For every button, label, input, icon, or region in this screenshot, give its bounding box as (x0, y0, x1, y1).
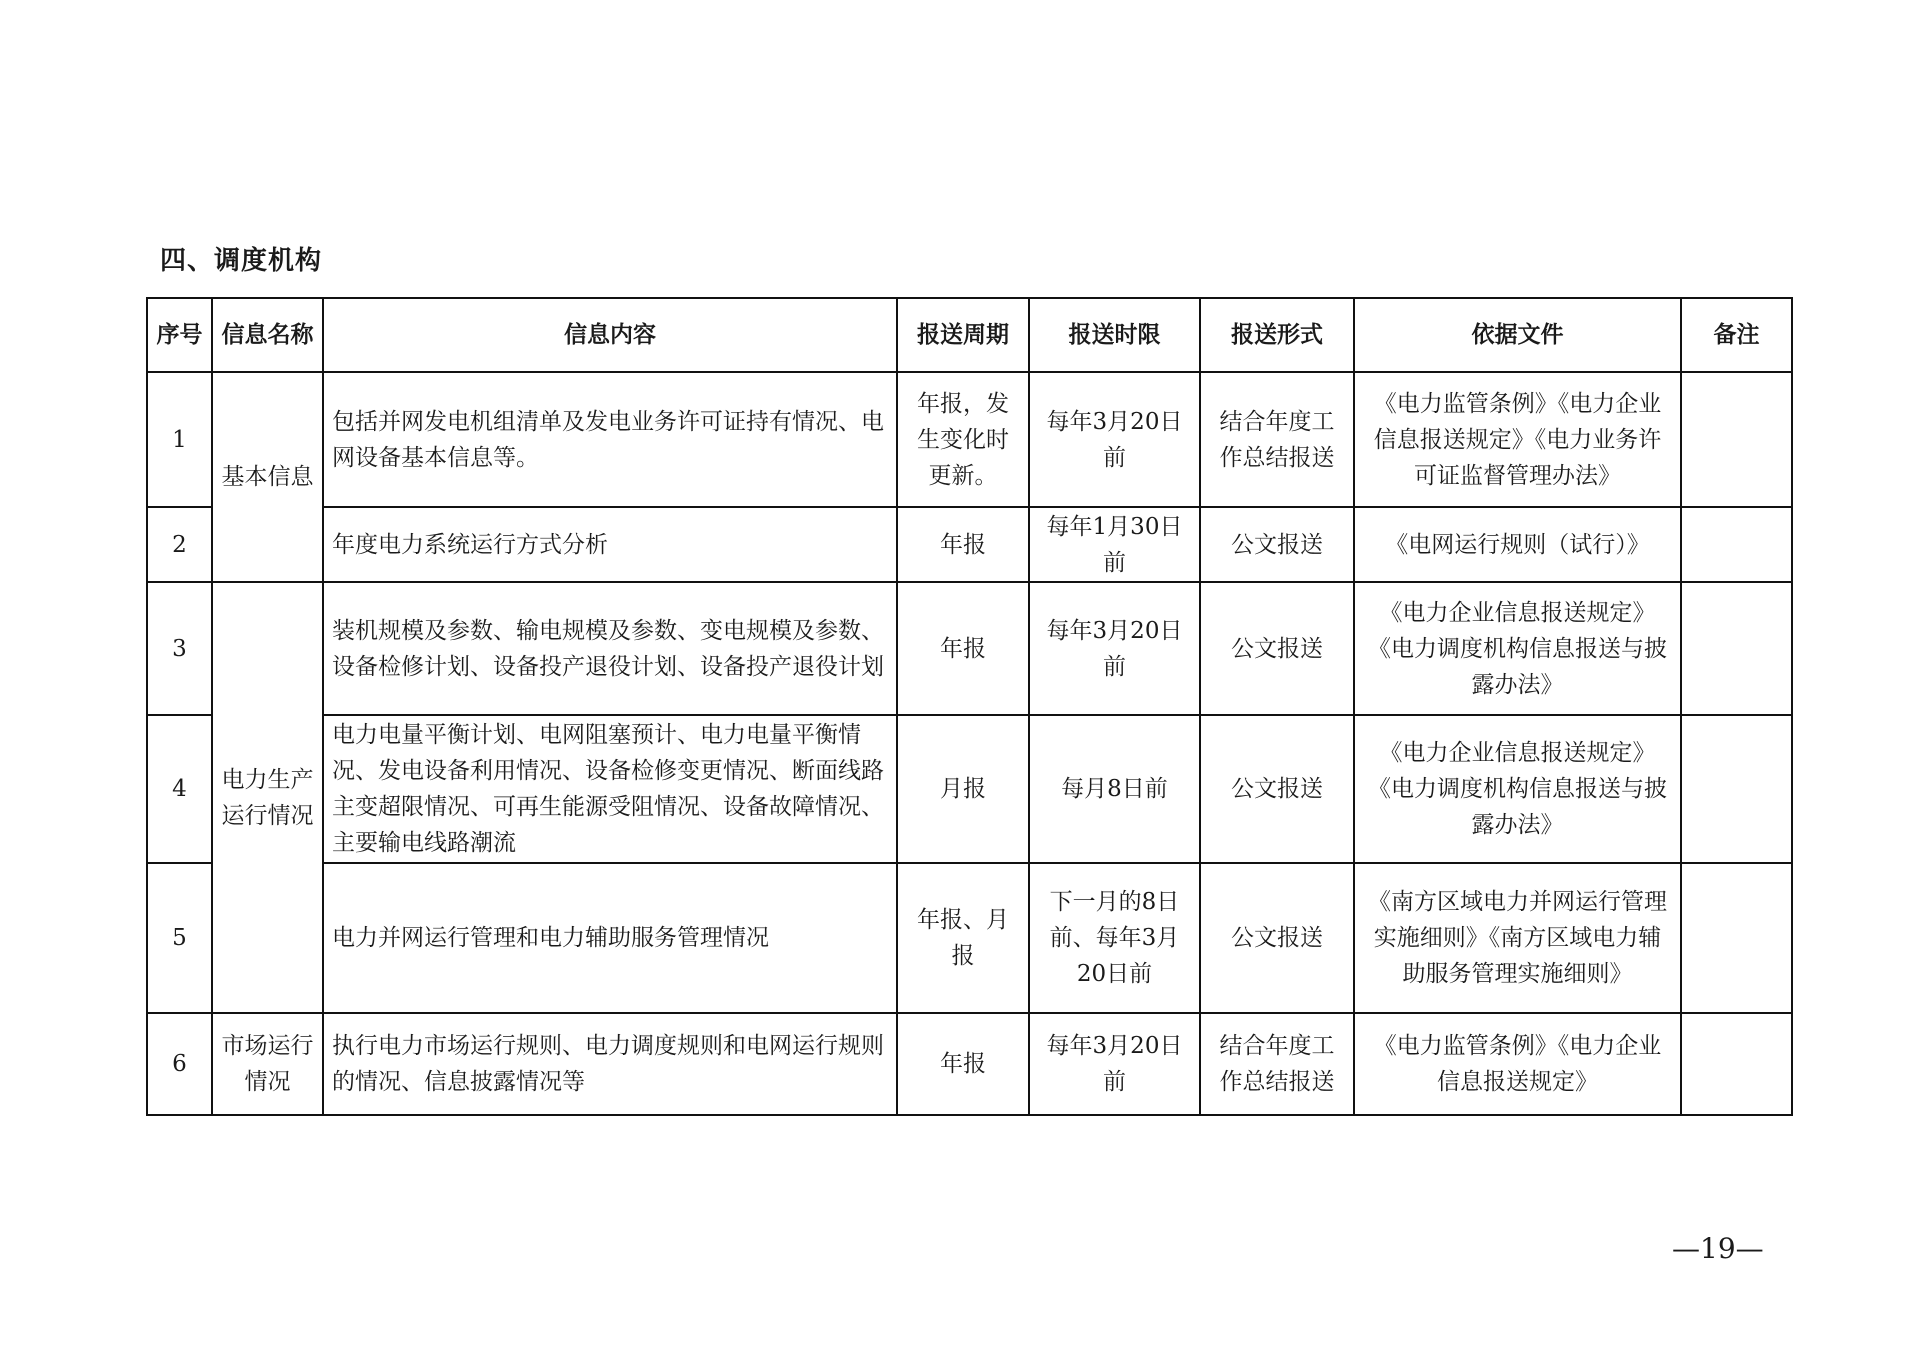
header-deadline: 报送时限 (1029, 298, 1200, 372)
header-form: 报送形式 (1200, 298, 1354, 372)
header-name: 信息名称 (212, 298, 323, 372)
header-period: 报送周期 (897, 298, 1029, 372)
row-deadline: 每年1月30日前 (1029, 507, 1200, 582)
row-period: 年报 (897, 582, 1029, 715)
group-name-market: 市场运行情况 (212, 1013, 323, 1115)
header-remarks: 备注 (1681, 298, 1792, 372)
row-seq: 3 (147, 582, 212, 715)
row-form: 公文报送 (1200, 507, 1354, 582)
table-row (147, 582, 1792, 715)
table-row (147, 1013, 1792, 1115)
row-deadline: 每月8日前 (1029, 715, 1200, 863)
header-seq: 序号 (147, 298, 212, 372)
header-content: 信息内容 (323, 298, 897, 372)
section-title: 四、调度机构 (160, 246, 323, 276)
row-remarks (1681, 863, 1792, 1013)
row-basis: 《电网运行规则（试行）》 (1354, 507, 1681, 582)
table-row (147, 715, 1792, 863)
row-seq: 2 (147, 507, 212, 582)
table-row (147, 372, 1792, 507)
row-form: 公文报送 (1200, 715, 1354, 863)
row-period: 月报 (897, 715, 1029, 863)
row-seq: 1 (147, 372, 212, 507)
row-seq: 6 (147, 1013, 212, 1115)
row-basis: 《电力监管条例》《电力企业信息报送规定》 (1354, 1013, 1681, 1115)
row-remarks (1681, 372, 1792, 507)
group-name-basic: 基本信息 (212, 372, 323, 582)
row-content: 执行电力市场运行规则、电力调度规则和电网运行规则的情况、信息披露情况等 (323, 1013, 897, 1115)
row-form: 公文报送 (1200, 863, 1354, 1013)
row-content: 装机规模及参数、输电规模及参数、变电规模及参数、设备检修计划、设备投产退役计划、设备投产退役计划 (323, 582, 897, 715)
row-deadline: 每年3月20日前 (1029, 372, 1200, 507)
table-row (147, 863, 1792, 1013)
row-remarks (1681, 507, 1792, 582)
row-content: 年度电力系统运行方式分析 (323, 507, 897, 582)
row-deadline: 每年3月20日前 (1029, 1013, 1200, 1115)
row-period: 年报 (897, 507, 1029, 582)
row-content: 电力并网运行管理和电力辅助服务管理情况 (323, 863, 897, 1013)
row-form: 结合年度工作总结报送 (1200, 372, 1354, 507)
row-basis: 《电力企业信息报送规定》《电力调度机构信息报送与披露办法》 (1354, 582, 1681, 715)
row-remarks (1681, 715, 1792, 863)
row-period: 年报 (897, 1013, 1029, 1115)
page-number: —19— (1672, 1232, 1764, 1265)
row-remarks (1681, 582, 1792, 715)
group-name-production: 电力生产运行情况 (212, 582, 323, 1013)
row-form: 结合年度工作总结报送 (1200, 1013, 1354, 1115)
row-deadline: 每年3月20日前 (1029, 582, 1200, 715)
header-basis: 依据文件 (1354, 298, 1681, 372)
row-remarks (1681, 1013, 1792, 1115)
table-row (147, 507, 1792, 582)
row-content: 包括并网发电机组清单及发电业务许可证持有情况、电网设备基本信息等。 (323, 372, 897, 507)
reporting-table (146, 297, 1793, 1116)
row-seq: 4 (147, 715, 212, 863)
row-seq: 5 (147, 863, 212, 1013)
row-basis: 《电力监管条例》《电力企业信息报送规定》《电力业务许可证监督管理办法》 (1354, 372, 1681, 507)
row-basis: 《南方区域电力并网运行管理实施细则》《南方区域电力辅助服务管理实施细则》 (1354, 863, 1681, 1013)
row-content: 电力电量平衡计划、电网阻塞预计、电力电量平衡情况、发电设备利用情况、设备检修变更情况、断面线路主变超限情况、可再生能源受阻情况、设备故障情况、主要输电线路潮流 (323, 715, 897, 863)
header-row (147, 298, 1792, 372)
row-form: 公文报送 (1200, 582, 1354, 715)
row-deadline: 下一月的8日前、每年3月20日前 (1029, 863, 1200, 1013)
row-basis: 《电力企业信息报送规定》《电力调度机构信息报送与披露办法》 (1354, 715, 1681, 863)
row-period: 年报，发生变化时更新。 (897, 372, 1029, 507)
row-period: 年报、月报 (897, 863, 1029, 1013)
